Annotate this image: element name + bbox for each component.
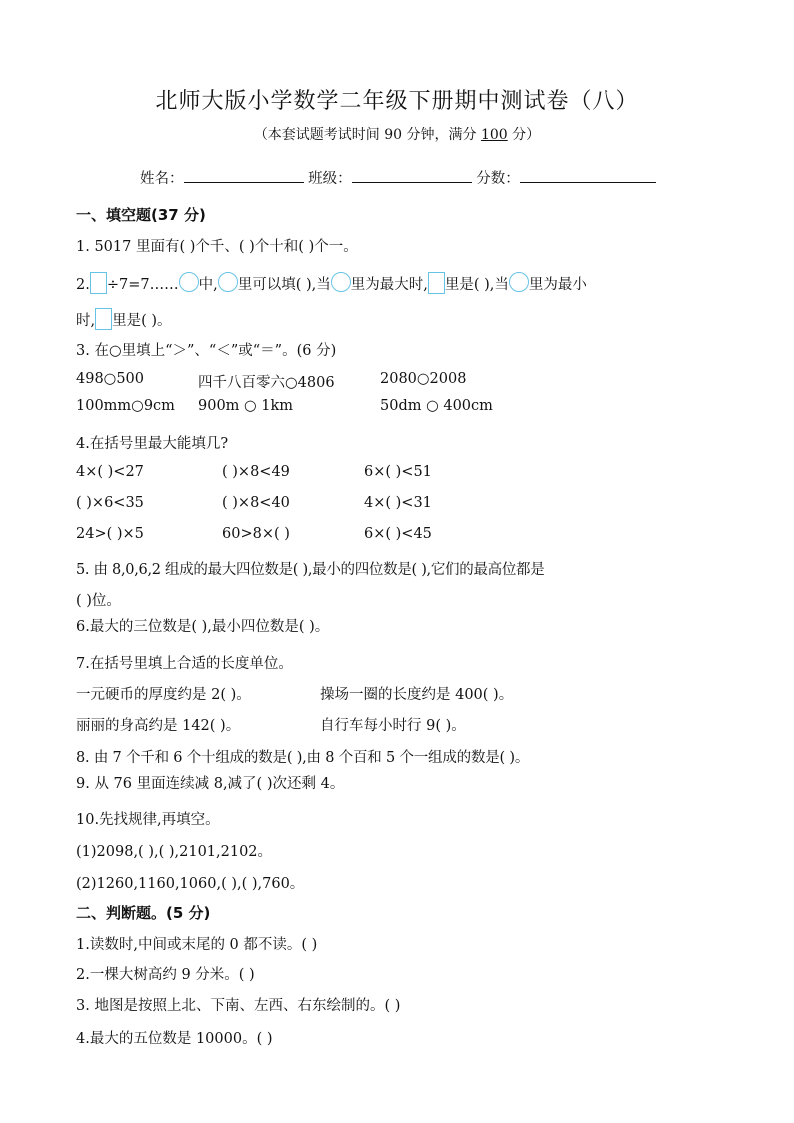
score-field[interactable] <box>520 166 656 183</box>
question-4-row-2: ( )×6<35 ( )×8<40 4×( )<31 <box>76 495 432 511</box>
question-5-line-1: 5. 由 8,0,6,2 组成的最大四位数是( ),最小的四位数是( ),它们的最高位都是 <box>76 562 545 578</box>
judge-question-3: 3. 地图是按照上北、下南、左西、右东绘制的。( ) <box>76 998 401 1014</box>
student-info-row <box>140 166 656 188</box>
judge-question-4: 4.最大的五位数是 10000。( ) <box>76 1031 273 1047</box>
name-field[interactable] <box>184 166 304 183</box>
square-shape <box>90 272 107 294</box>
question-7-stem: 7.在括号里填上合适的长度单位。 <box>76 656 293 672</box>
question-10-b: (2)1260,1160,1060,( ),( ),760。 <box>76 876 305 892</box>
score-label: 分数： <box>476 171 520 187</box>
square-shape <box>428 272 445 294</box>
question-2-line-2: 时, 里是( )。 <box>76 308 172 330</box>
question-9: 9. 从 76 里面连续减 8,减了( )次还剩 4。 <box>76 776 345 792</box>
question-4-row-1: 4×( )<27 ( )×8<49 6×( )<51 <box>76 464 432 480</box>
circle-shape <box>179 272 199 292</box>
full-score: 100 <box>480 127 508 143</box>
square-shape <box>95 308 112 330</box>
question-2-line-1: 2. ÷7=7…… 中, 里可以填( ),当 里为最大时, 里是( ),当 里为最小 <box>76 272 587 294</box>
question-10-a: (1)2098,( ),( ),2101,2102。 <box>76 844 273 860</box>
circle-shape <box>509 272 529 292</box>
question-3-stem: 3. 在○里填上“＞”、“＜”或“＝”。(6 分) <box>76 343 337 359</box>
question-6: 6.最大的三位数是( ),最小四位数是( )。 <box>76 619 330 635</box>
judge-question-2: 2.一棵大树高约 9 分米。( ) <box>76 967 255 983</box>
question-5-line-2: ( )位。 <box>76 593 121 609</box>
question-8: 8. 由 7 个千和 6 个十组成的数是( ),由 8 个百和 5 个一组成的数是( )。 <box>76 750 530 766</box>
question-3-row-1: 498○500 四千八百零六○4806 2080○2008 <box>76 371 467 391</box>
question-4-row-3: 24>( )×5 60>8×( ) 6×( )<45 <box>76 526 432 542</box>
question-7-row-1: 一元硬币的厚度约是 2( )。 操场一圈的长度约是 400( )。 <box>76 687 514 703</box>
name-label: 姓名： <box>140 171 184 187</box>
judge-question-1: 1.读数时,中间或末尾的 0 都不读。( ) <box>76 937 318 953</box>
question-10-stem: 10.先找规律,再填空。 <box>76 812 220 828</box>
question-4-stem: 4.在括号里最大能填几? <box>76 436 229 452</box>
section-2-heading: 二、判断题。(5 分) <box>76 904 211 922</box>
section-1-heading: 一、填空题(37 分) <box>76 206 206 224</box>
page-title: 北师大版小学数学二年级下册期中测试卷（八） <box>155 89 639 114</box>
circle-shape <box>218 272 238 292</box>
question-1: 1. 5017 里面有( )个千、( )个十和( )个一。 <box>76 239 358 255</box>
class-field[interactable] <box>352 166 472 183</box>
exam-subtitle: （本套试题考试时间 90 分钟，满分 100 分） <box>253 127 541 143</box>
question-7-row-2: 丽丽的身高约是 142( )。 自行车每小时行 9( )。 <box>76 718 466 734</box>
question-3-row-2: 100mm○9cm 900m ○ 1km 50dm ○ 400cm <box>76 398 493 414</box>
circle-shape <box>331 272 351 292</box>
class-label: 班级： <box>308 171 352 187</box>
